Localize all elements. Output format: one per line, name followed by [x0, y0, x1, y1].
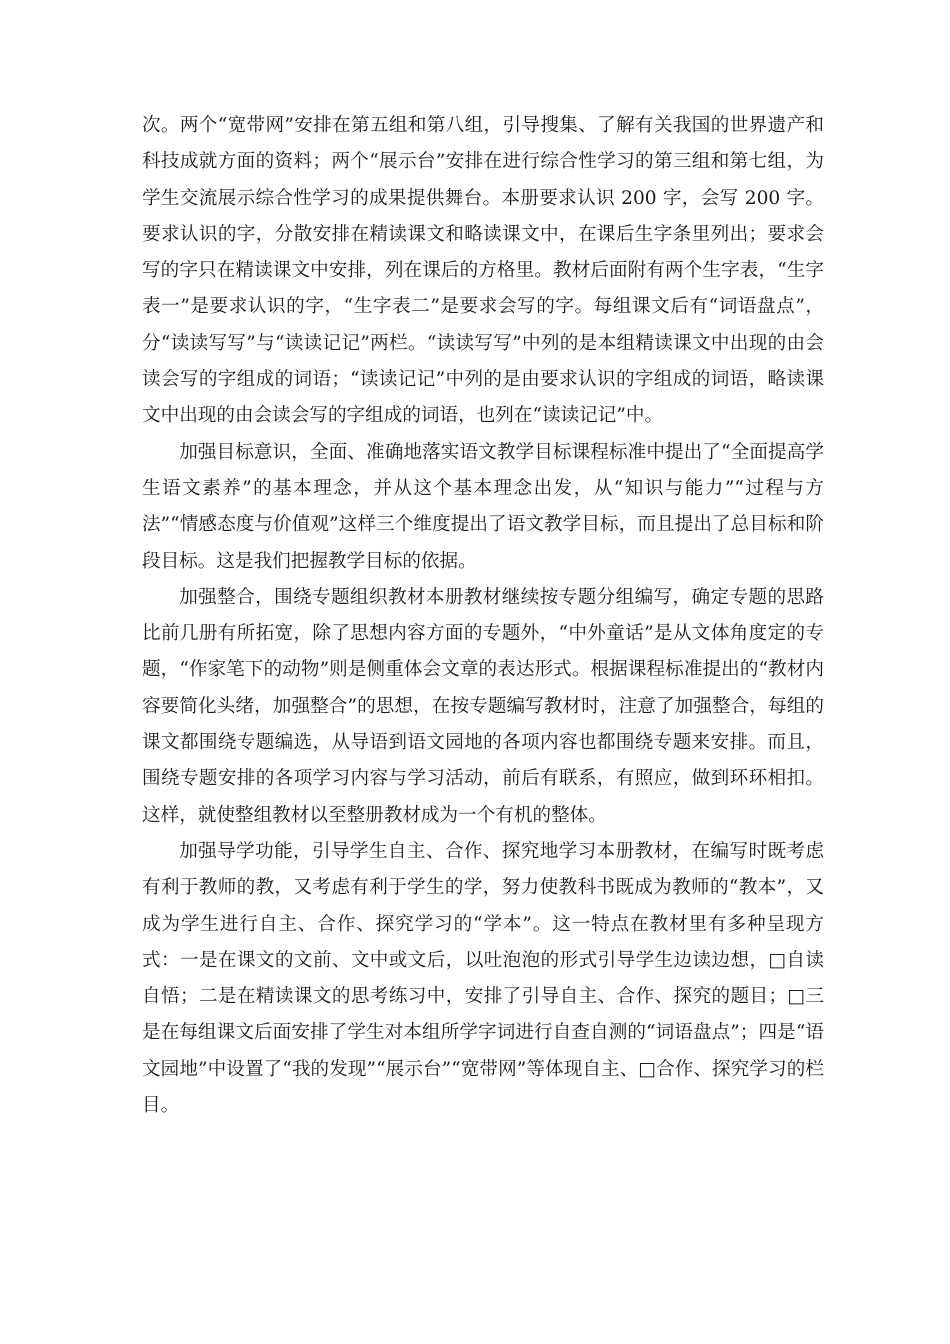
paragraph-guided-learning: 加强导学功能，引导学生自主、合作、探究地学习本册教材，在编写时既考虑有利于教师的教，又考虑有利于学生的学，努力使教科书既成为教师的“教本”，又成为学生进行自主、合作、探究学习的“学本”。这一特点在教材里有多种呈现方式：一是在课文的文前、文中或文后，以吐泡泡的形式引导学生边读边想，□自读自悟；二是在精读课文的思考练习中，安排了引导自主、合作、探究的题目；□三是在每组课文后面安排了学生对本组所学字词进行自查自测的“词语盘点”；四是“语文园地”中设置了“我的发现”“展示台”“宽带网”等体现自主、□合作、探究学习的栏目。 — [142, 840, 824, 1117]
paragraph-continuation: 次。两个“宽带网”安排在第五组和第八组，引导搜集、了解有关我国的世界遗产和科技成就方面的资料；两个“展示台”安排在进行综合性学习的第三组和第七组，为学生交流展示综合性学习的成果提供舞台。本册要求认识 200 字，会写 200 字。要求认识的字，分散安排在精读课文和略读课文中，在课后生字条里列出；要求会写的字只在精读课文中安排，列在课后的方格里。教材后面附有两个生字表，“生字表一”是要求认识的字，“生字表二”是要求会写的字。每组课文后有“词语盘点”，分“读读写写”与“读读记记”两栏。“读读写写”中列的是本组精读课文中出现的由会读会写的字组成的词语；“读读记记”中列的是由要求认识的字组成的词语，略读课文中出现的由会读会写的字组成的词语，也列在“读读记记”中。 — [142, 115, 824, 427]
paragraph-goal-awareness: 加强目标意识，全面、准确地落实语文教学目标课程标准中提出了“全面提高学生语文素养”的基本理念，并从这个基本理念出发，从“知识与能力”“过程与方法”“情感态度与价值观”这样三个维度提出了语文教学目标，而且提出了总目标和阶段目标。这是我们把握教学目标的依据。 — [142, 441, 824, 572]
document-body — [142, 108, 824, 1124]
paragraph-integration: 加强整合，围绕专题组织教材本册教材继续按专题分组编写，确定专题的思路比前几册有所拓宽，除了思想内容方面的专题外，“中外童话”是从文体角度定的专题，“作家笔下的动物”则是侧重体会文章的表达形式。根据课程标准提出的“教材内容要简化头绪，加强整合”的思想，在按专题编写教材时，注意了加强整合，每组的课文都围绕专题编选，从导语到语文园地的各项内容也都围绕专题来安排。而且，围绕专题安排的各项学习内容与学习活动，前后有联系，有照应，做到环环相扣。这样，就使整组教材以至整册教材成为一个有机的整体。 — [142, 586, 824, 826]
